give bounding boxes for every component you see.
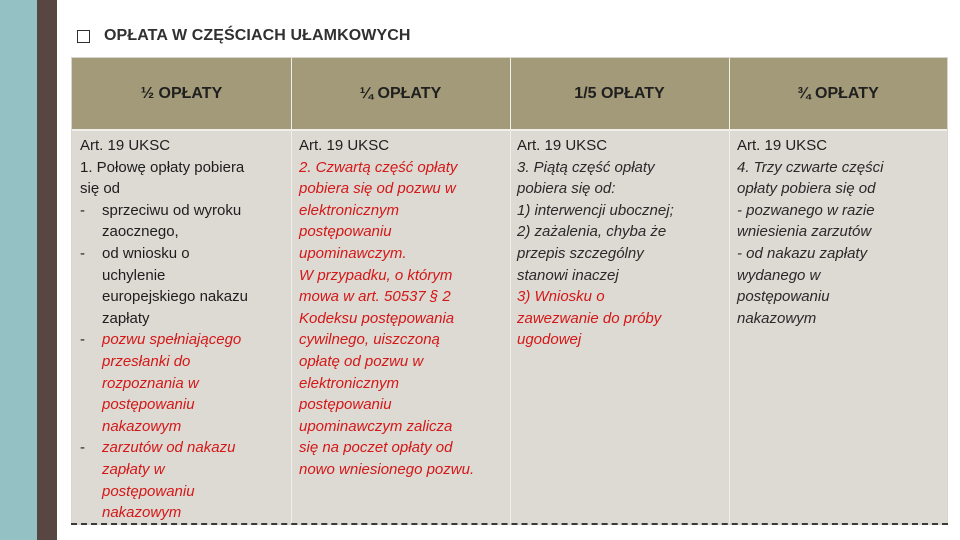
cell-line: pobiera się od pozwu w <box>299 180 456 198</box>
list-bullet: - <box>80 331 85 349</box>
cell-line: opłatę od pozwu w <box>299 352 424 370</box>
list-item-line: sprzeciwu od wyroku <box>102 201 242 219</box>
list-item <box>80 243 286 329</box>
slide-title: OPŁATA W CZĘŚCIACH UŁAMKOWYCH <box>104 27 411 44</box>
cell-line: - pozwanego w razie <box>737 201 875 219</box>
list-item-line: rozpoznania w <box>102 374 199 392</box>
header-cell-three-quarters: ¾ OPŁATY <box>797 84 879 102</box>
cell-line: upominawczym. <box>299 244 407 262</box>
cell-line: postępowaniu <box>737 288 830 306</box>
column-divider <box>729 58 730 524</box>
cell-line: upominawczym zalicza <box>299 417 453 435</box>
list-item-line: od wniosku o <box>102 244 190 262</box>
cell-line: 3. Piątą część opłaty <box>517 158 655 176</box>
header-divider <box>72 129 947 131</box>
cell-line: mowa w art. 50537 § 2 <box>299 288 451 306</box>
list-item-line: zaocznego, <box>102 223 179 241</box>
list-item-line: postępowaniu <box>102 396 195 414</box>
list-bullet: - <box>80 201 85 219</box>
list-item <box>80 200 286 243</box>
list-item-line: uchylenie <box>102 266 166 284</box>
cell-line: 1) interwencji ubocznej; <box>517 201 674 219</box>
cell-line: 2) zażalenia, chyba że <box>517 223 667 241</box>
checkbox-bullet-icon <box>77 30 90 43</box>
header-cell-quarter: ¼ OPŁATY <box>359 84 442 102</box>
cell-line: 3) Wniosku o <box>517 288 605 306</box>
cell-line: 4. Trzy czwarte części <box>737 158 884 176</box>
list-item-line: przesłanki do <box>102 352 191 370</box>
list-item-line: nakazowym <box>102 504 182 522</box>
cell-fifth <box>517 135 727 351</box>
header-cell-fifth: 1/5 OPŁATY <box>574 84 665 102</box>
cell-line: się na poczet opłaty od <box>299 439 453 457</box>
cell-line: opłaty pobiera się od <box>737 180 876 198</box>
list-item-line: europejskiego nakazu <box>102 288 248 306</box>
cell-three-quarters <box>737 135 945 329</box>
list-item <box>80 437 286 523</box>
cell-line: W przypadku, o którym <box>299 266 453 284</box>
cell-line: przepis szczególny <box>517 244 644 262</box>
cell-line: stanowi inaczej <box>517 266 619 284</box>
cell-line: ugodowej <box>517 331 582 349</box>
table-bottom-dashed-border <box>71 523 948 525</box>
cell-line: 2. Czwartą część opłaty <box>299 158 458 176</box>
cell-line: postępowaniu <box>299 223 392 241</box>
left-accent-bar <box>0 0 37 540</box>
header-cell-half: ½ OPŁATY <box>140 84 223 102</box>
list-item-line: zapłaty <box>102 309 150 327</box>
list-item-line: pozwu spełniającego <box>102 331 242 349</box>
list-item-line: zapłaty w <box>102 460 165 478</box>
cell-line: Kodeksu postępowania <box>299 309 455 327</box>
brown-accent-bar <box>37 0 57 540</box>
cell-half <box>80 135 286 524</box>
cell-heading: Art. 19 UKSC <box>737 137 828 154</box>
cell-line: postępowaniu <box>299 396 392 414</box>
column-divider <box>291 58 292 524</box>
cell-line: elektronicznym <box>299 201 400 219</box>
cell-line: zawezwanie do próby <box>517 309 662 327</box>
cell-quarter <box>299 135 509 481</box>
cell-line: nowo wniesionego pozwu. <box>299 460 475 478</box>
cell-line: cywilnego, uiszczoną <box>299 331 440 349</box>
list-bullet: - <box>80 244 85 262</box>
cell-line: nakazowym <box>737 309 817 327</box>
cell-heading: Art. 19 UKSC <box>517 137 608 154</box>
list-item-line: nakazowym <box>102 417 182 435</box>
cell-line: wniesienia zarzutów <box>737 223 872 241</box>
cell-heading: Art. 19 UKSC <box>80 137 171 154</box>
list-item-line: zarzutów od nakazu <box>102 439 236 457</box>
slide-title-row <box>77 26 411 46</box>
list-item-line: postępowaniu <box>102 482 195 500</box>
cell-line: pobiera się od: <box>517 180 616 198</box>
cell-line: się od <box>80 180 121 198</box>
fee-table <box>71 57 948 525</box>
list-bullet: - <box>80 439 85 457</box>
cell-line: 1. Połowę opłaty pobiera <box>80 158 245 176</box>
column-divider <box>510 58 511 524</box>
cell-line: wydanego w <box>737 266 821 284</box>
cell-line: - od nakazu zapłaty <box>737 244 868 262</box>
list-item <box>80 329 286 437</box>
cell-heading: Art. 19 UKSC <box>299 137 390 154</box>
cell-line: elektronicznym <box>299 374 400 392</box>
